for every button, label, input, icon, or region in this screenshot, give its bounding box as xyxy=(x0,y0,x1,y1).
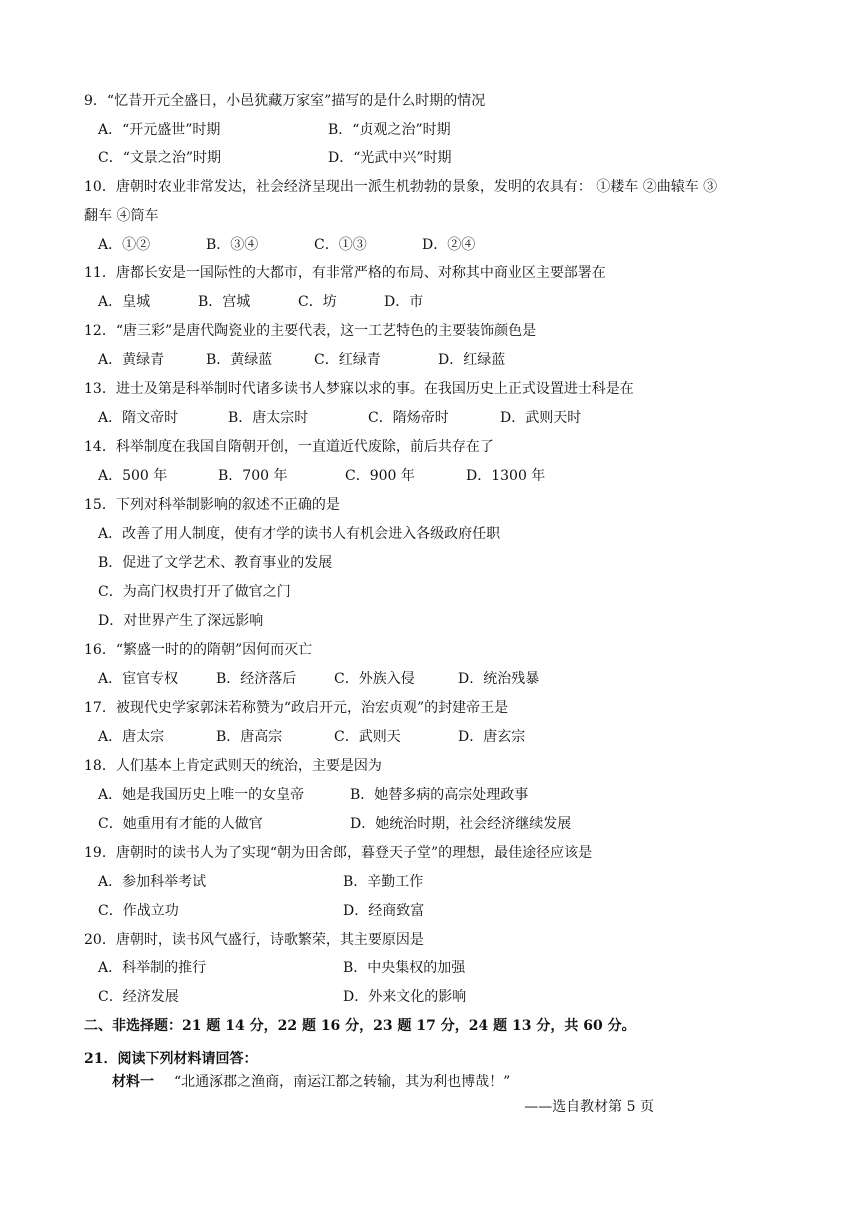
q12-option-b: B．黄绿蓝 xyxy=(206,352,273,368)
question-19-options-row2 xyxy=(98,901,424,921)
q16-option-c: C．外族入侵 xyxy=(334,671,415,687)
question-20-options-row2 xyxy=(98,987,466,1007)
q20-option-b: B．中央集权的加强 xyxy=(343,960,466,976)
question-11-options xyxy=(98,292,423,312)
question-11-stem: 11．唐都长安是一国际性的大都市，有非常严格的布局、对称其中商业区主要部署在 xyxy=(84,265,606,281)
q18-option-c: C．她重用有才能的人做官 xyxy=(98,816,263,832)
question-13-stem: 13．进士及第是科举制时代诸多读书人梦寐以求的事。在我国历史上正式设置进士科是在 xyxy=(84,381,634,397)
q21-material-1 xyxy=(112,1072,510,1092)
question-20-stem: 20．唐朝时，读书风气盛行，诗歌繁荣，其主要原因是 xyxy=(84,932,424,948)
q10-option-c: C．①③ xyxy=(314,237,367,253)
q13-option-c: C．隋炀帝时 xyxy=(368,410,449,426)
q9-option-d: D．“光武中兴”时期 xyxy=(328,150,452,166)
question-17-options xyxy=(98,727,525,747)
q19-option-d: D．经商致富 xyxy=(343,903,425,919)
q12-option-c: C．红绿青 xyxy=(314,352,381,368)
q9-option-a: A．“开元盛世”时期 xyxy=(98,122,221,138)
q14-option-a: A．500 年 xyxy=(98,468,168,484)
question-13-options xyxy=(98,408,581,428)
q18-option-b: B．她替多病的高宗处理政事 xyxy=(350,787,529,803)
question-20-options-row1 xyxy=(98,958,465,978)
q21-material-1-text: “北通涿郡之渔商，南运江都之转输，其为利也博哉！” xyxy=(174,1074,511,1090)
question-18-options-row1 xyxy=(98,785,528,805)
q10-option-b: B．③④ xyxy=(206,237,259,253)
q11-option-c: C．坊 xyxy=(298,294,337,310)
question-19-stem: 19．唐朝时的读书人为了实现“朝为田舍郎，暮登天子堂”的理想，最佳途径应该是 xyxy=(84,845,593,861)
q20-option-c: C．经济发展 xyxy=(98,989,179,1005)
question-14-stem: 14．科举制度在我国自隋朝开创，一直道近代废除，前后共存在了 xyxy=(84,439,494,455)
q14-option-c: C．900 年 xyxy=(345,468,415,484)
question-10-options xyxy=(98,235,475,255)
q15-option-a: A．改善了用人制度，使有才学的读书人有机会进入各级政府任职 xyxy=(98,526,501,542)
q10-option-a: A．①② xyxy=(98,237,151,253)
q17-option-d: D．唐玄宗 xyxy=(458,729,526,745)
q14-option-d: D．1300 年 xyxy=(466,468,546,484)
q15-option-d: D．对世界产生了深远影响 xyxy=(98,613,264,629)
q16-option-b: B．经济落后 xyxy=(216,671,297,687)
q11-option-d: D．市 xyxy=(384,294,424,310)
question-15-stem: 15．下列对科举制影响的叙述不正确的是 xyxy=(84,497,340,513)
section-2-heading: 二、非选择题：21 题 14 分，22 题 16 分，23 题 17 分，24 题 13 分，共 60 分。 xyxy=(84,1018,636,1034)
q16-option-d: D．统治残暴 xyxy=(458,671,540,687)
question-9-options-row2 xyxy=(98,148,452,168)
question-16-stem: 16．“繁盛一时的的隋朝”因何而灭亡 xyxy=(84,642,313,658)
q13-option-a: A．隋文帝时 xyxy=(98,410,179,426)
question-14-options xyxy=(98,466,545,486)
q15-option-b: B．促进了文学艺术、教育事业的发展 xyxy=(98,555,333,571)
question-12-stem: 12．“唐三彩”是唐代陶瓷业的主要代表，这一工艺特色的主要装饰颜色是 xyxy=(84,323,537,339)
question-10-stem-line2: 翻车 ④筒车 xyxy=(84,208,159,224)
q15-option-c: C．为高门权贵打开了做官之门 xyxy=(98,584,291,600)
question-12-options xyxy=(98,350,505,370)
q21-material-1-label: 材料一 xyxy=(112,1074,154,1090)
question-18-options-row2 xyxy=(98,814,571,834)
question-21-stem: 21．阅读下列材料请回答： xyxy=(84,1051,258,1067)
q12-option-d: D．红绿蓝 xyxy=(438,352,506,368)
q16-option-a: A．宦官专权 xyxy=(98,671,179,687)
q12-option-a: A．黄绿青 xyxy=(98,352,165,368)
q20-option-a: A．科举制的推行 xyxy=(98,960,207,976)
question-17-stem: 17．被现代史学家郭沫若称赞为“政启开元，治宏贞观”的封建帝王是 xyxy=(84,700,509,716)
q11-option-b: B．宫城 xyxy=(198,294,251,310)
q18-option-a: A．她是我国历史上唯一的女皇帝 xyxy=(98,787,305,803)
q18-option-d: D．她统治时期，社会经济继续发展 xyxy=(350,816,572,832)
q19-option-b: B．辛勤工作 xyxy=(343,874,424,890)
question-19-options-row1 xyxy=(98,872,423,892)
q17-option-c: C．武则天 xyxy=(334,729,401,745)
q17-option-a: A．唐太宗 xyxy=(98,729,165,745)
q9-option-b: B．“贞观之治”时期 xyxy=(328,122,451,138)
question-9-stem: 9．“忆昔开元全盛日，小邑犹藏万家室”描写的是什么时期的情况 xyxy=(84,93,486,109)
question-10-stem-line1: 10．唐朝时农业非常发达，社会经济呈现出一派生机勃勃的景象，发明的农具有： ①耧车 ②曲辕车 ③ xyxy=(84,179,718,195)
question-16-options xyxy=(98,669,539,689)
q11-option-a: A．皇城 xyxy=(98,294,151,310)
q20-option-d: D．外来文化的影响 xyxy=(343,989,467,1005)
q19-option-c: C．作战立功 xyxy=(98,903,179,919)
q9-option-c: C．“文景之治”时期 xyxy=(98,150,222,166)
q10-option-d: D．②④ xyxy=(422,237,476,253)
q19-option-a: A．参加科举考试 xyxy=(98,874,207,890)
q13-option-b: B．唐太宗时 xyxy=(228,410,309,426)
q21-material-1-source: ——选自教材第 5 页 xyxy=(524,1099,654,1115)
q14-option-b: B．700 年 xyxy=(218,468,288,484)
q13-option-d: D．武则天时 xyxy=(500,410,582,426)
question-9-options-row1 xyxy=(98,120,451,140)
q17-option-b: B．唐高宗 xyxy=(216,729,283,745)
question-18-stem: 18．人们基本上肯定武则天的统治，主要是因为 xyxy=(84,758,382,774)
